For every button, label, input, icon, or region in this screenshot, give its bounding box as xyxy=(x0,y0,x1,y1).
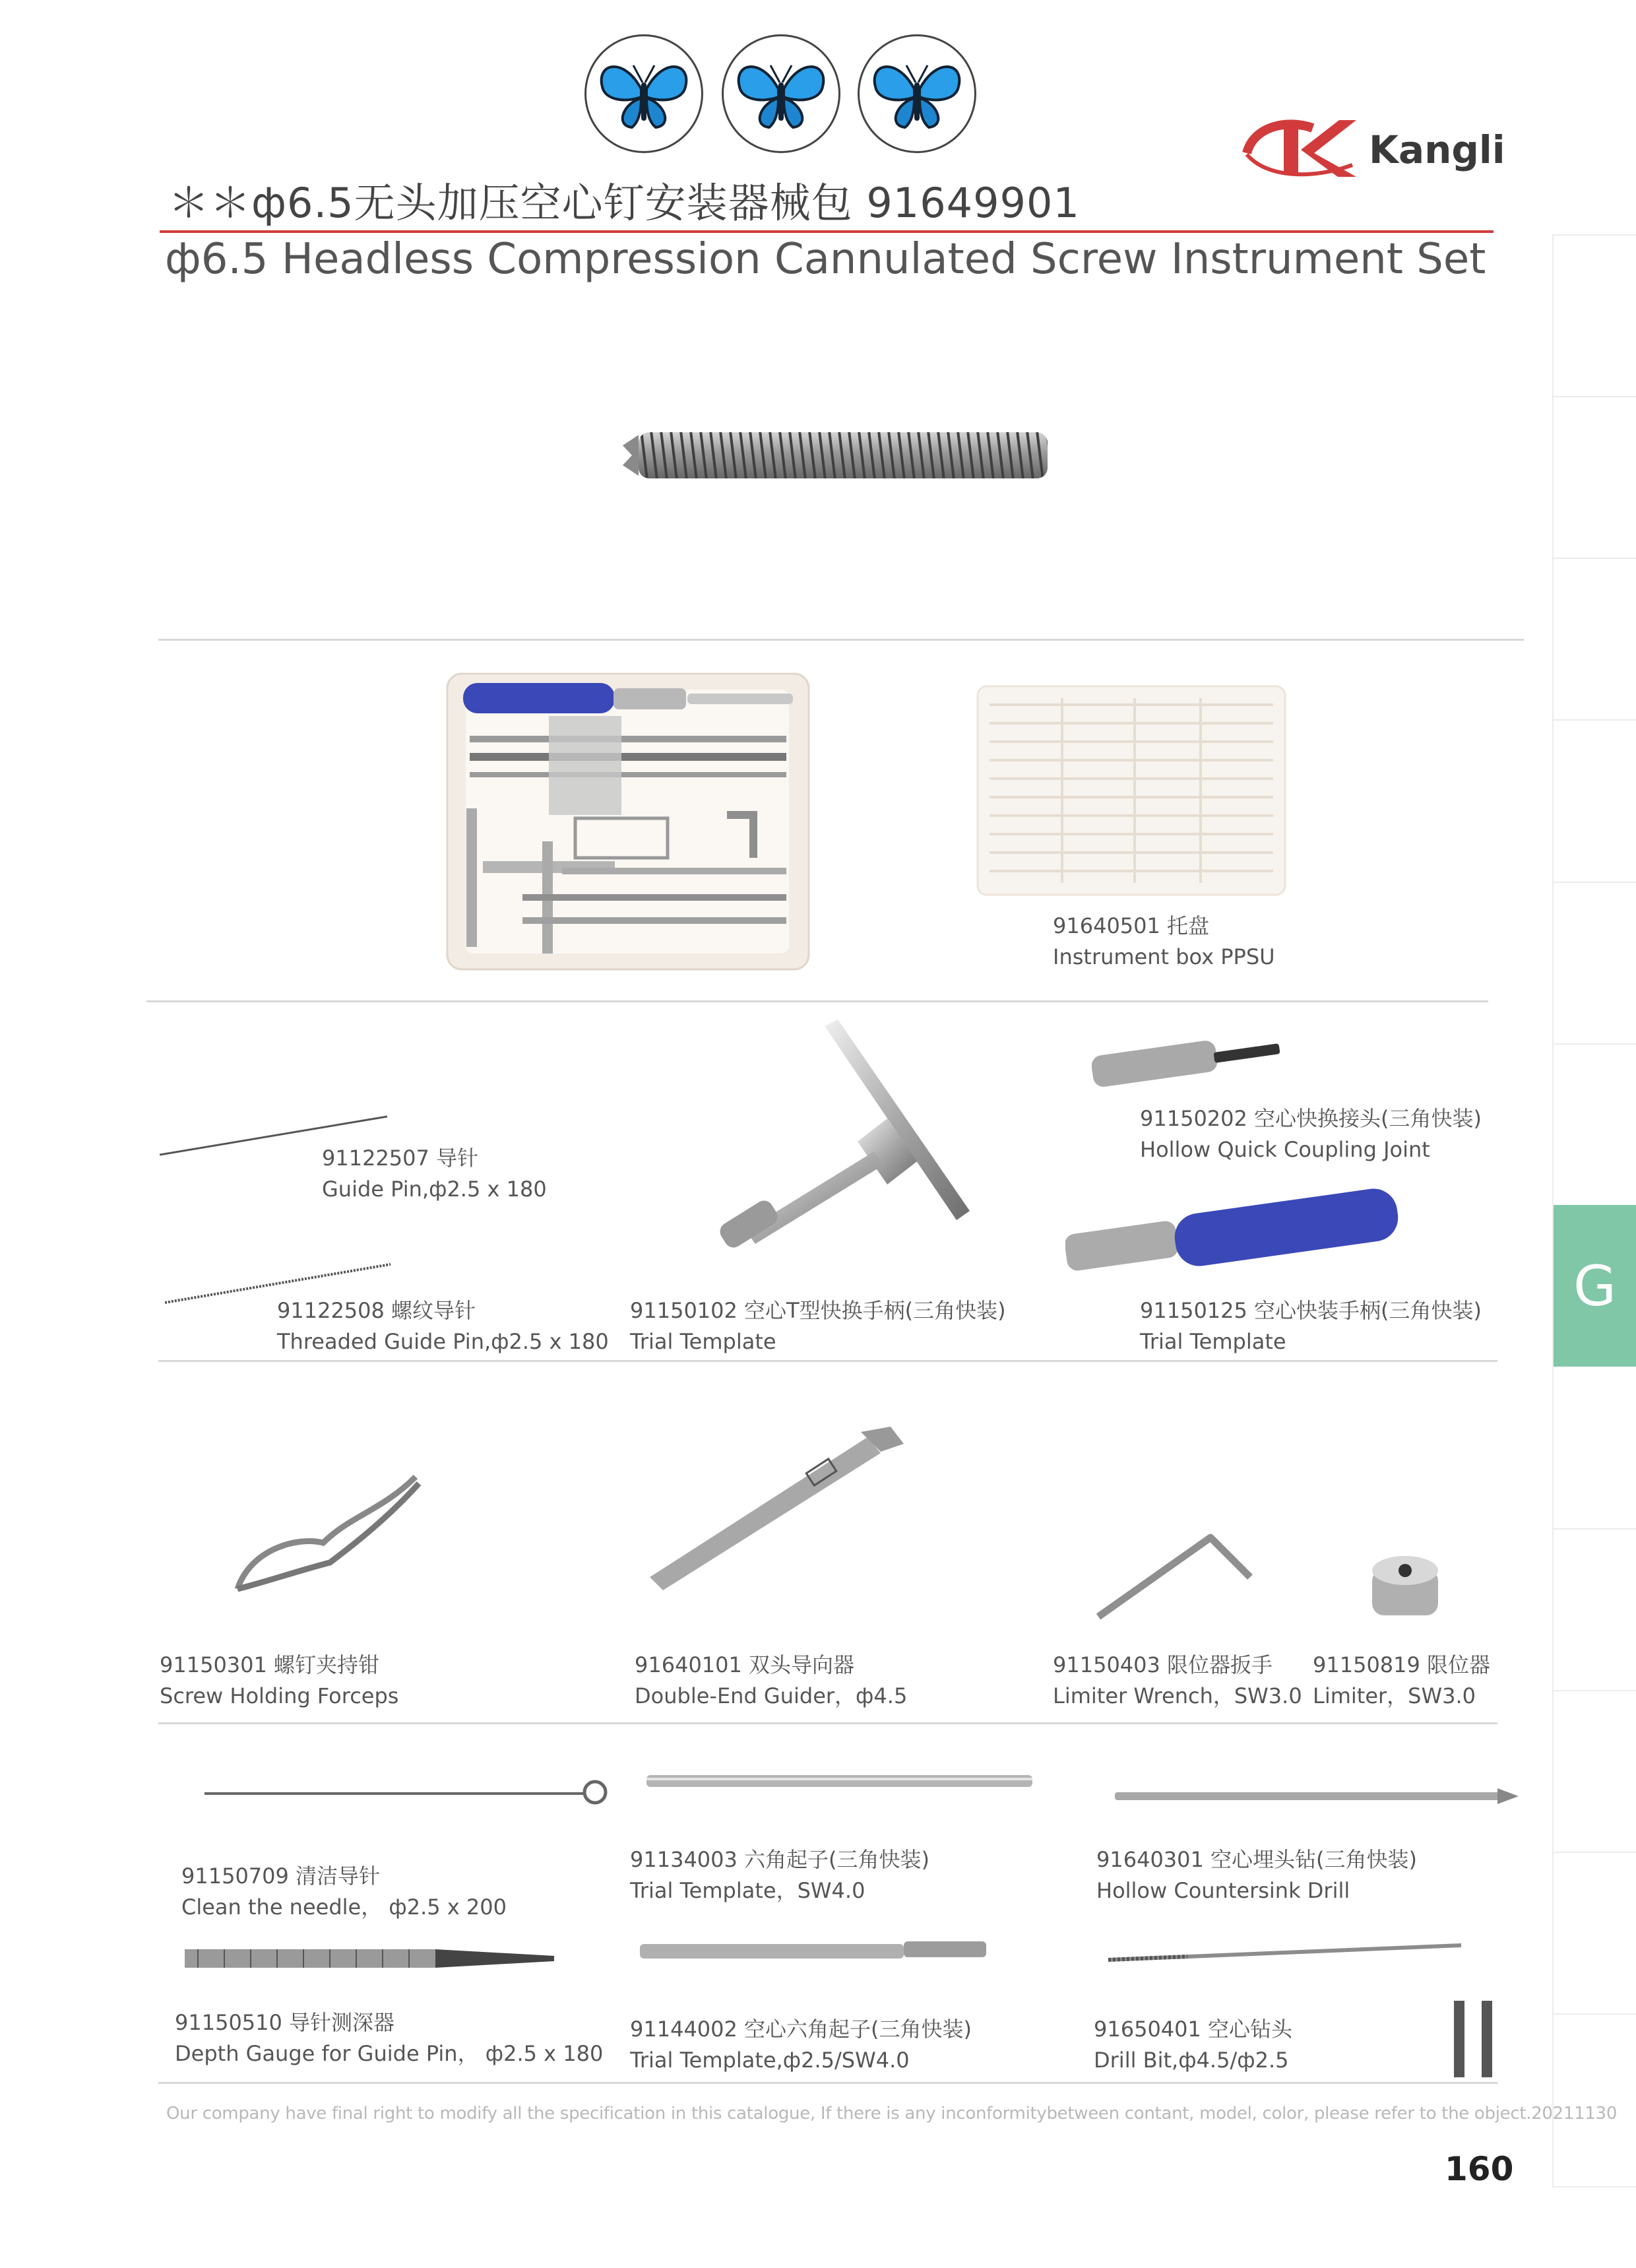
brand-name: Kangli xyxy=(1369,127,1505,172)
drill-bit-image xyxy=(1108,1940,1464,1966)
quick-coupling-image xyxy=(1092,1028,1280,1094)
quick-handle-image xyxy=(1065,1181,1415,1280)
hollow-hex-screwdriver-image xyxy=(640,1937,986,1966)
countersink-drill-image xyxy=(1115,1783,1521,1809)
item-91144002 xyxy=(630,2014,972,2076)
item-91640501 xyxy=(1053,911,1275,973)
item-name: Trial Template xyxy=(1140,1329,1286,1354)
item-code: 91150202 空心快换接头(三角快装) xyxy=(1140,1106,1482,1131)
item-name: Drill Bit,ф4.5/ф2.5 xyxy=(1094,2048,1289,2073)
item-91150510 xyxy=(175,2007,603,2069)
item-91150125 xyxy=(1140,1295,1482,1357)
butterfly-icon xyxy=(584,34,703,153)
page-title-en: ф6.5 Headless Compression Cannulated Screw Instrument Set xyxy=(165,235,1486,284)
item-code: 91150125 空心快装手柄(三角快装) xyxy=(1140,1298,1482,1323)
depth-gauge-image xyxy=(185,1945,557,1972)
item-91150709 xyxy=(181,1861,507,1923)
item-name: Trial Template,ф2.5/SW4.0 xyxy=(630,2048,910,2073)
kangli-logo xyxy=(1240,113,1366,179)
item-code: 91150510 导针测深器 xyxy=(175,2010,395,2035)
item-name: Double-End Guider，ф4.5 xyxy=(635,1683,908,1708)
item-91150102 xyxy=(630,1295,1006,1357)
section-divider xyxy=(158,1360,1497,1362)
item-91150301 xyxy=(160,1650,398,1712)
item-91134003 xyxy=(630,1844,929,1906)
index-tab-divider xyxy=(1554,1852,1636,1853)
title-divider xyxy=(160,230,1494,233)
limiter-image xyxy=(1366,1549,1445,1629)
item-91150403 xyxy=(1053,1650,1302,1712)
class-ii-mark xyxy=(1451,1999,1497,2079)
index-tab-divider xyxy=(1554,234,1636,236)
item-code: 91122508 螺纹导针 xyxy=(277,1298,476,1323)
item-91640101 xyxy=(635,1650,907,1712)
butterfly-icon xyxy=(722,34,840,153)
item-name: Screw Holding Forceps xyxy=(160,1683,399,1708)
item-code: 91640501 托盘 xyxy=(1053,913,1210,938)
index-tab-divider xyxy=(1554,2186,1636,2187)
item-name: Limiter，SW3.0 xyxy=(1313,1683,1476,1708)
butterfly-badges xyxy=(584,34,975,153)
item-name: Trial Template，SW4.0 xyxy=(630,1878,865,1903)
item-name: Trial Template xyxy=(630,1329,776,1354)
index-tab-divider xyxy=(1554,1528,1636,1530)
item-name: Limiter Wrench，SW3.0 xyxy=(1053,1683,1302,1708)
item-name: Hollow Countersink Drill xyxy=(1096,1878,1350,1903)
hex-screwdriver-image xyxy=(646,1768,1032,1795)
index-tab-divider xyxy=(1554,2013,1636,2015)
item-code: 91150102 空心T型快换手柄(三角快装) xyxy=(630,1298,1006,1323)
item-code: 91650401 空心钻头 xyxy=(1094,2017,1293,2042)
item-name: Clean the needle， ф2.5 x 200 xyxy=(181,1895,507,1920)
item-name: Guide Pin,ф2.5 x 180 xyxy=(322,1177,547,1202)
item-name: Threaded Guide Pin,ф2.5 x 180 xyxy=(277,1329,609,1354)
item-91122508 xyxy=(277,1295,609,1357)
screw-image xyxy=(620,426,1062,485)
item-code: 91150819 限位器 xyxy=(1313,1652,1491,1677)
item-91640301 xyxy=(1096,1844,1417,1906)
item-code: 91150709 清洁导针 xyxy=(181,1863,381,1889)
item-code: 91122507 导针 xyxy=(322,1146,479,1171)
page-title-cn: ＊＊ф6.5无头加压空心钉安装器械包 91649901 xyxy=(168,179,1080,227)
t-handle-image xyxy=(706,1020,976,1257)
item-91150202 xyxy=(1140,1103,1482,1165)
section-divider xyxy=(158,639,1524,641)
item-name: Instrument box PPSU xyxy=(1053,944,1275,969)
limiter-wrench-image xyxy=(1092,1524,1257,1623)
section-divider xyxy=(158,1722,1497,1724)
index-tab-divider xyxy=(1554,1043,1636,1045)
item-code: 91640101 双头导向器 xyxy=(635,1652,855,1677)
instrument-box-image xyxy=(443,670,813,973)
page-number: 160 xyxy=(1445,2150,1514,2188)
section-divider xyxy=(146,1000,1488,1002)
item-code: 91150301 螺钉夹持钳 xyxy=(160,1652,380,1677)
item-code: 91144002 空心六角起子(三角快装) xyxy=(630,2017,972,2042)
item-code: 91640301 空心埋头钻(三角快装) xyxy=(1096,1847,1418,1872)
tray-image xyxy=(976,685,1286,896)
index-tab-divider xyxy=(1554,396,1636,397)
double-end-guider-image xyxy=(643,1425,907,1594)
index-tab-divider xyxy=(1554,719,1636,721)
screw-holding-forceps-image xyxy=(224,1470,429,1596)
item-91122507 xyxy=(322,1143,547,1205)
item-91650401 xyxy=(1094,2014,1292,2076)
index-tab-divider xyxy=(1554,882,1636,883)
item-name: Depth Gauge for Guide Pin， ф2.5 x 180 xyxy=(175,2041,604,2066)
item-name: Hollow Quick Coupling Joint xyxy=(1140,1137,1430,1162)
item-code: 91134003 六角起子(三角快装) xyxy=(630,1847,930,1872)
butterfly-icon xyxy=(858,34,976,153)
item-code: 91150403 限位器扳手 xyxy=(1053,1652,1273,1677)
section-tab-g[interactable]: G xyxy=(1554,1205,1636,1367)
clean-needle-image xyxy=(204,1775,610,1808)
index-tab-divider xyxy=(1554,558,1636,559)
item-91150819 xyxy=(1313,1650,1490,1712)
index-tab-divider xyxy=(1554,1690,1636,1691)
section-divider xyxy=(158,2082,1497,2084)
footer-disclaimer: Our company have final right to modify all the specification in this catalogue, If there is any inconformitybetween contant, model, color, please refer to the object.20211130 xyxy=(166,2104,1618,2123)
